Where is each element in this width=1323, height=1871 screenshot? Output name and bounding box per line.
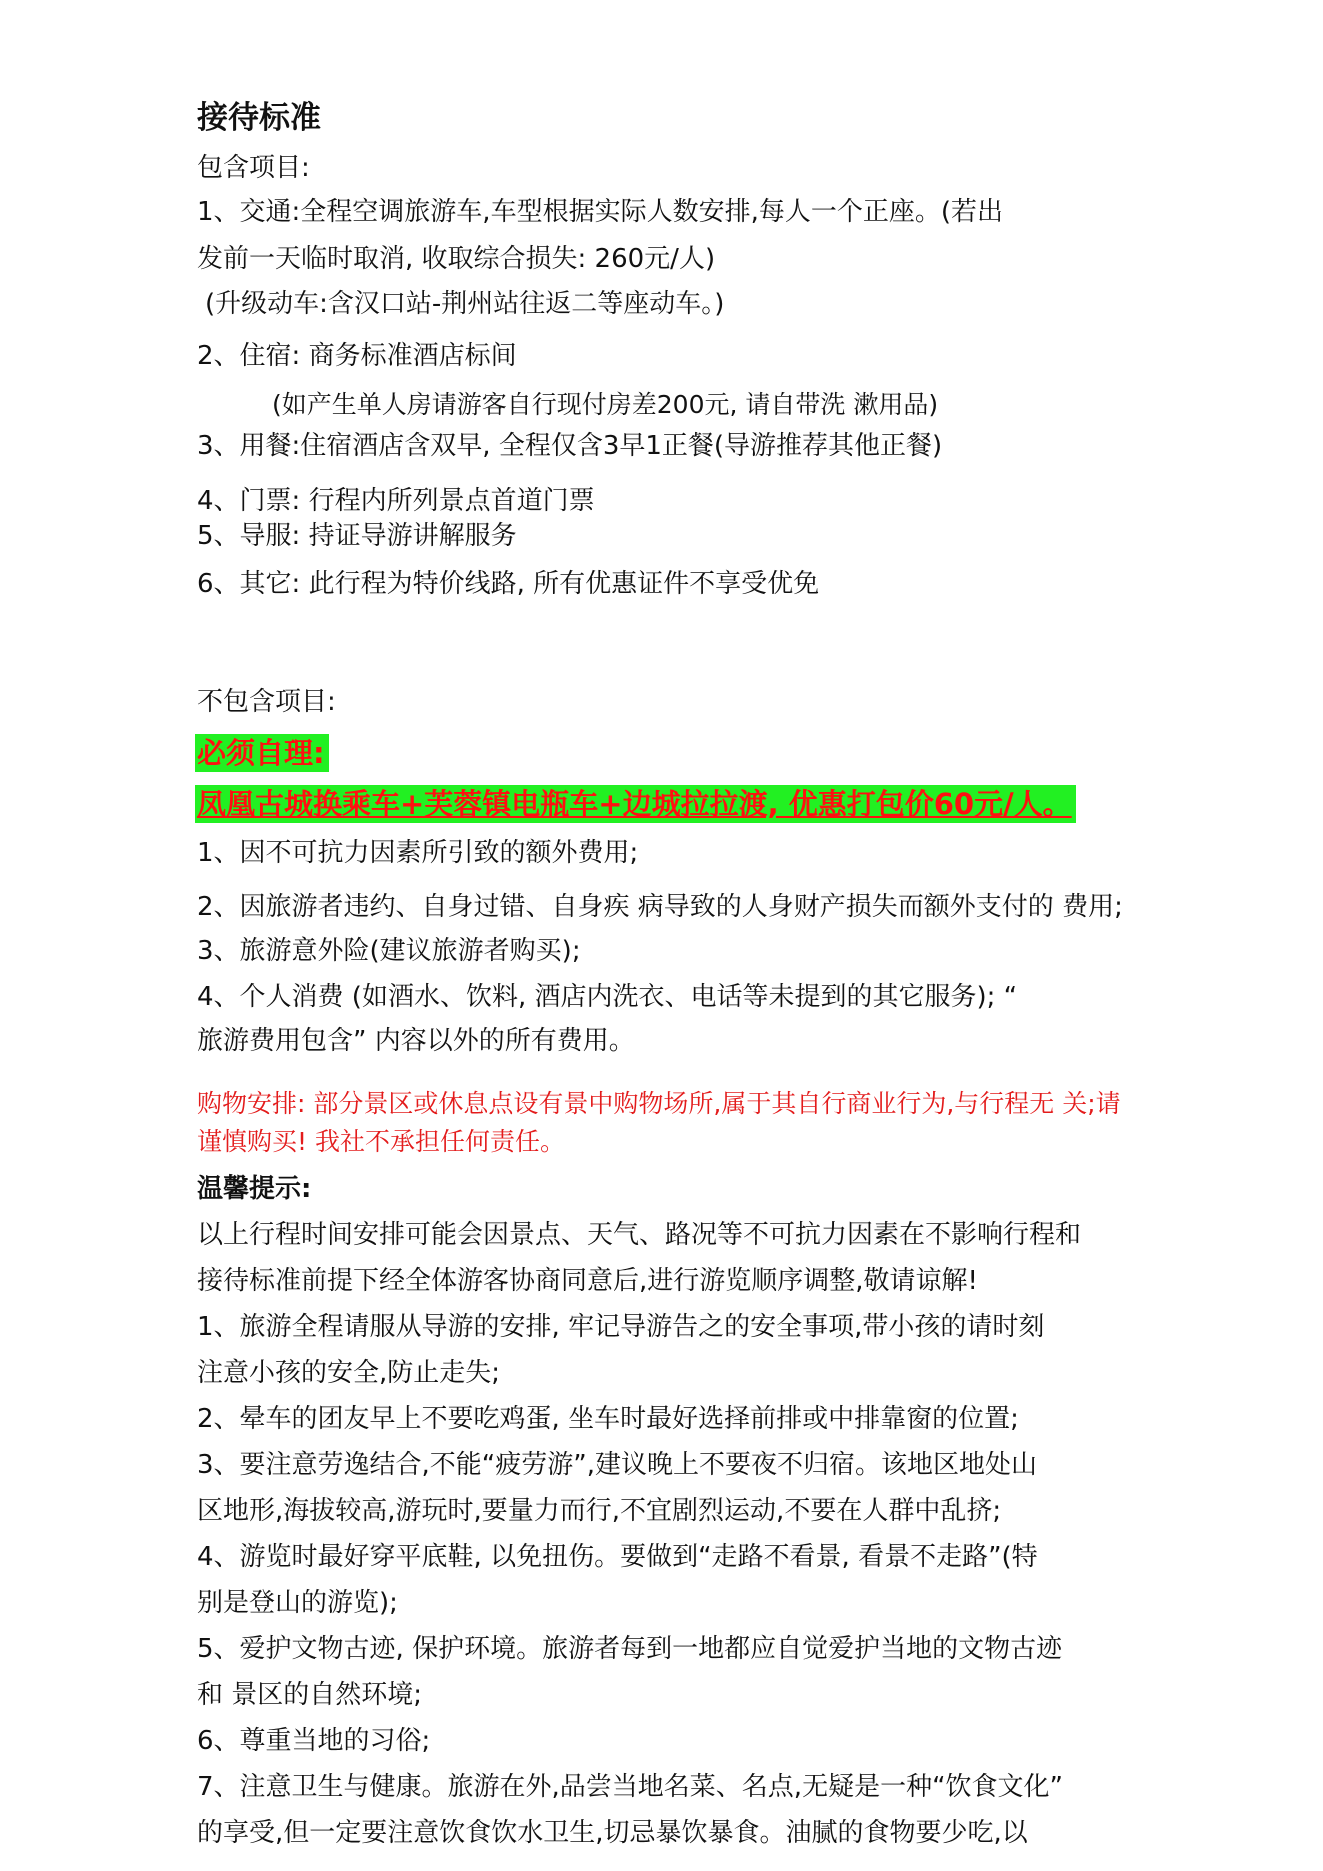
tips-line: 5、爱护文物古迹, 保护环境。旅游者每到一地都应自觉爱护当地的文物古迹	[197, 1634, 1063, 1664]
included-line: (如产生单人房请游客自行现付房差200元, 请自带洗 漱用品)	[272, 390, 939, 419]
excluded-heading: 不包含项目:	[197, 687, 336, 717]
included-line: 4、门票: 行程内所列景点首道门票	[197, 486, 595, 516]
included-line: 1、交通:全程空调旅游车,车型根据实际人数安排,每人一个正座。(若出	[197, 197, 1003, 227]
package-price-text: 凤凰古城换乘车+芙蓉镇电瓶车+边城拉拉渡, 优惠打包价60元/人。	[195, 785, 1076, 823]
tips-line: 注意小孩的安全,防止走失;	[197, 1358, 501, 1388]
included-line: (升级动车:含汉口站-荆州站往返二等座动车。)	[205, 289, 725, 319]
tips-line: 接待标准前提下经全体游客协商同意后,进行游览顺序调整,敬请谅解!	[197, 1266, 978, 1296]
tips-line: 3、要注意劳逸结合,不能“疲劳游”,建议晚上不要夜不归宿。该地区地处山	[197, 1450, 1038, 1480]
tips-line: 1、旅游全程请服从导游的安排, 牢记导游告之的安全事项,带小孩的请时刻	[197, 1312, 1045, 1342]
tips-line: 和 景区的自然环境;	[197, 1680, 423, 1710]
included-heading: 包含项目:	[197, 153, 310, 183]
excluded-line: 4、个人消费 (如酒水、饮料, 酒店内洗衣、电话等未提到的其它服务); “	[197, 982, 1018, 1012]
tips-line: 的享受,但一定要注意饮食饮水卫生,切忌暴饮暴食。油腻的食物要少吃,以	[197, 1818, 1028, 1848]
tips-line: 区地形,海拔较高,游玩时,要量力而行,不宜剧烈运动,不要在人群中乱挤;	[197, 1496, 1002, 1526]
included-line: 发前一天临时取消, 收取综合损失: 260元/人)	[197, 244, 716, 274]
excluded-line: 2、因旅游者违约、自身过错、自身疾 病导致的人身财产损失而额外支付的 费用;	[197, 892, 1123, 922]
tips-heading: 温馨提示:	[197, 1174, 312, 1204]
included-line: 6、其它: 此行程为特价线路, 所有优惠证件不享受优免	[197, 569, 820, 599]
included-line: 2、住宿: 商务标准酒店标间	[197, 341, 517, 371]
page-title: 接待标准	[197, 100, 321, 136]
self-pay-label: 必须自理:	[195, 734, 329, 772]
excluded-line: 3、旅游意外险(建议旅游者购买);	[197, 936, 581, 966]
tips-line: 7、注意卫生与健康。旅游在外,品尝当地名菜、名点,无疑是一种“饮食文化”	[197, 1772, 1064, 1802]
included-line: 3、用餐:住宿酒店含双早, 全程仅含3早1正餐(导游推荐其他正餐)	[197, 431, 943, 461]
shopping-notice: 谨慎购买! 我社不承担任何责任。	[197, 1127, 565, 1156]
tips-line: 以上行程时间安排可能会因景点、天气、路况等不可抗力因素在不影响行程和	[197, 1220, 1082, 1250]
shopping-notice: 购物安排: 部分景区或休息点设有景中购物场所,属于其自行商业行为,与行程无 关;请	[197, 1089, 1121, 1118]
excluded-line: 旅游费用包含” 内容以外的所有费用。	[197, 1026, 635, 1056]
included-line: 5、导服: 持证导游讲解服务	[197, 521, 517, 551]
tips-line: 2、晕车的团友早上不要吃鸡蛋, 坐车时最好选择前排或中排靠窗的位置;	[197, 1404, 1019, 1434]
tips-line: 别是登山的游览);	[197, 1588, 398, 1618]
package-price-highlight	[195, 784, 1076, 824]
self-pay-highlight	[195, 733, 329, 773]
tips-line: 4、游览时最好穿平底鞋, 以免扭伤。要做到“走路不看景, 看景不走路”(特	[197, 1542, 1038, 1572]
excluded-line: 1、因不可抗力因素所引致的额外费用;	[197, 838, 639, 868]
tips-line: 6、尊重当地的习俗;	[197, 1726, 431, 1756]
